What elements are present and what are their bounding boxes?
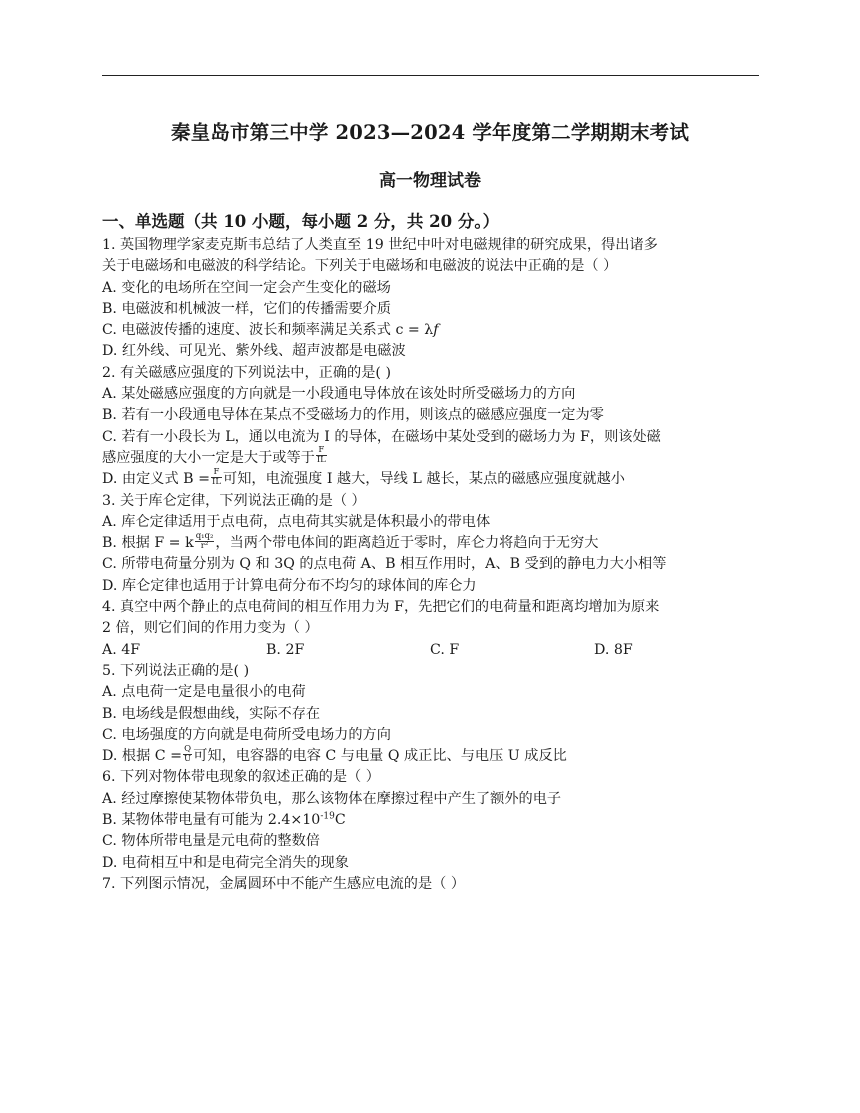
option-b: B. 电磁波和机械波一样，它们的传播需要介质 <box>102 300 392 317</box>
question-stem: 关于电磁场和电磁波的科学结论。下列关于电磁场和电磁波的说法中正确的是（ ） <box>102 258 618 275</box>
option-a: A. 点电荷一定是电量很小的电荷 <box>102 684 306 701</box>
option-a: A. 4F <box>102 641 141 658</box>
option-c: C. 若有一小段长为 L，通以电流为 I 的导体，在磁场中某处受到的磁场力为 F，则该处磁 <box>102 428 661 445</box>
option-c-continued <box>102 445 762 469</box>
option-d-prefix: D. 由定义式 B = <box>102 471 210 488</box>
question-3 <box>102 491 762 597</box>
option-d-suffix: 可知，电容器的电容 C 与电量 Q 成正比、与电压 U 成反比 <box>193 748 567 765</box>
question-stem: 1. 英国物理学家麦克斯韦总结了人类直至 19 世纪中叶对电磁规律的研究成果，得出诸多 <box>102 237 658 253</box>
option-c <box>102 320 762 341</box>
exponent: -19 <box>320 811 335 822</box>
option-c: C. 物体所带电量是元电荷的整数倍 <box>102 833 320 850</box>
question-5 <box>102 661 762 767</box>
option-d <box>102 466 762 490</box>
fraction-coulomb: $\frac{\text{q₁q₂}}{\text{r²}}$ <box>195 530 214 551</box>
option-d: D. 电荷相互中和是电荷完全消失的现象 <box>102 854 349 871</box>
option-d: D. 红外线、可见光、紫外线、超声波都是电磁波 <box>102 343 406 360</box>
option-d <box>102 743 762 767</box>
fraction-q-over-u: $\frac{Q}{U}$ <box>184 743 192 764</box>
exam-subtitle: 高一物理试卷 <box>379 171 481 191</box>
question-stem: 6. 下列对物体带电现象的叙述正确的是（ ） <box>102 769 380 786</box>
option-a: A. 经过摩擦使某物体带负电，那么该物体在摩擦过程中产生了额外的电子 <box>102 790 562 807</box>
question-stem: 2 倍，则它们间的作用力变为（ ） <box>102 620 319 637</box>
question-1 <box>102 235 762 363</box>
question-stem: 3. 关于库仑定律，下列说法正确的是（ ） <box>102 492 366 509</box>
option-b <box>102 810 762 831</box>
formula-f: f <box>433 322 439 339</box>
option-b: B. 若有一小段通电导体在某点不受磁场力的作用，则该点的磁感应强度一定为零 <box>102 407 604 424</box>
question-stem: 5. 下列说法正确的是( ) <box>102 662 250 679</box>
option-c: C. 电场强度的方向就是电荷所受电场力的方向 <box>102 726 391 743</box>
option-d: D. 库仑定律也适用于计算电荷分布不均匀的球体间的库仑力 <box>102 577 477 594</box>
fraction-f-over-il: $\frac{F}{IL}$ <box>316 445 326 466</box>
option-a: A. 变化的电场所在空间一定会产生变化的磁场 <box>102 279 391 296</box>
question-7 <box>102 874 762 895</box>
question-6 <box>102 767 762 873</box>
option-c: C. 所带电荷量分别为 Q 和 3Q 的点电荷 A、B 相互作用时，A、B 受到的静电力大小相等 <box>102 556 667 573</box>
header-rule <box>102 75 759 76</box>
option-b <box>102 530 762 554</box>
option-b-suffix: ，当两个带电体间的距离趋近于零时，库仑力将趋向于无穷大 <box>215 535 599 552</box>
question-list <box>102 235 762 895</box>
options-row <box>102 640 762 661</box>
fraction-f-over-il: $\frac{F}{IL}$ <box>211 466 221 487</box>
option-d-prefix: D. 根据 C = <box>102 748 183 765</box>
option-b: B. 电场线是假想曲线，实际不存在 <box>102 705 321 722</box>
option-a: A. 某处磁感应强度的方向就是一小段通电导体放在该处时所受磁场力的方向 <box>102 386 576 403</box>
option-a: A. 库仑定律适用于点电荷，点电荷其实就是体积最小的带电体 <box>102 513 491 530</box>
option-c: C. F <box>430 641 460 658</box>
option-b-unit: C <box>334 812 346 829</box>
option-b-prefix: B. 某物体带电量有可能为 2.4×10 <box>102 812 321 829</box>
option-c-text: C. 电磁波传播的速度、波长和频率满足关系式 c = λ <box>102 322 434 339</box>
section-heading: 一、单选题（共 10 小题，每小题 2 分，共 20 分。） <box>102 212 500 231</box>
option-b-prefix: B. 根据 F = k <box>102 535 194 552</box>
question-stem: 7. 下列图示情况，金属圆环中不能产生感应电流的是（ ） <box>102 875 466 892</box>
question-2 <box>102 363 762 491</box>
question-stem: 2. 有关磁感应强度的下列说法中，正确的是( ) <box>102 364 392 381</box>
option-b: B. 2F <box>266 641 305 658</box>
option-d: D. 8F <box>594 641 633 658</box>
question-stem: 4. 真空中两个静止的点电荷间的相互作用力为 F，先把它们的电荷量和距离均增加为原来 <box>102 599 660 616</box>
exam-title: 秦皇岛市第三中学 2023—2024 学年度第二学期期末考试 <box>170 121 690 144</box>
option-c-cont-text: 感应强度的大小一定是大于或等于 <box>102 449 315 466</box>
option-d-suffix: 可知，电流强度 I 越大，导线 L 越长，某点的磁感应强度就越小 <box>223 471 625 488</box>
question-4 <box>102 597 762 661</box>
